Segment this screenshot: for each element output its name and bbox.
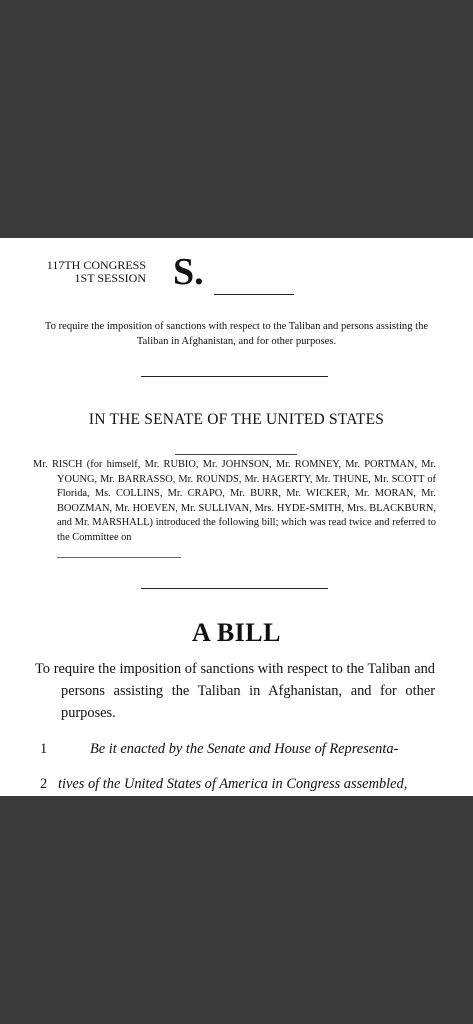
- congress-number: 117TH CONGRESS: [46, 258, 146, 272]
- bill-prefix: S.: [173, 251, 204, 293]
- line-number: 2: [40, 776, 48, 792]
- session-number: 1ST SESSION: [74, 271, 146, 285]
- committee-blank: [57, 557, 181, 558]
- divider-rule: [141, 588, 328, 589]
- short-purpose: To require the imposition of sanctions with respect to the Taliban and persons assisting the Taliban in Afghanistan, and for other purposes.: [44, 321, 429, 347]
- line-text: tives of the United States of America in Congress assembled,: [58, 776, 408, 792]
- divider-rule: [141, 376, 328, 377]
- congress-session: [35, 259, 146, 285]
- bill-line: [40, 732, 440, 767]
- chamber-heading: IN THE SENATE OF THE UNITED STATES: [88, 411, 385, 428]
- bill-line: [40, 767, 440, 802]
- line-number: 1: [40, 741, 48, 757]
- long-purpose-text: To require the imposition of sanctions with respect to the Taliban and persons assisting the Taliban in Afghanistan, and for other purposes.: [35, 661, 435, 721]
- enacting-clause: [40, 732, 440, 802]
- line-text: Be it enacted by the Senate and House of Representa-: [90, 741, 399, 757]
- long-purpose: [35, 658, 435, 724]
- bill-page: [0, 238, 473, 796]
- divider-rule: [175, 454, 297, 455]
- introduction-text: Mr. RISCH (for himself, Mr. RUBIO, Mr. JOHNSON, Mr. ROMNEY, Mr. PORTMAN, Mr. YOUNG, Mr. BARRASSO, Mr. ROUNDS, Mr. HAGERTY, Mr. THUNE, Mr. SCOTT of Florida, Ms. COLLINS, Mr. CRAPO, Mr. BURR, Mr. WICKER, Mr. MORAN, Mr. BOOZMAN, Mr. HOEVEN, Mr. SULLIVAN, Mrs. HYDE-SMITH, Mrs. BLACKBURN, and Mr. MARSHALL) introduced the following bill; which was read twice and referred to the Committee on: [33, 459, 436, 543]
- introduction-paragraph: [33, 458, 436, 546]
- bill-heading: A BILL: [192, 618, 281, 647]
- bill-number-blank: [214, 294, 294, 295]
